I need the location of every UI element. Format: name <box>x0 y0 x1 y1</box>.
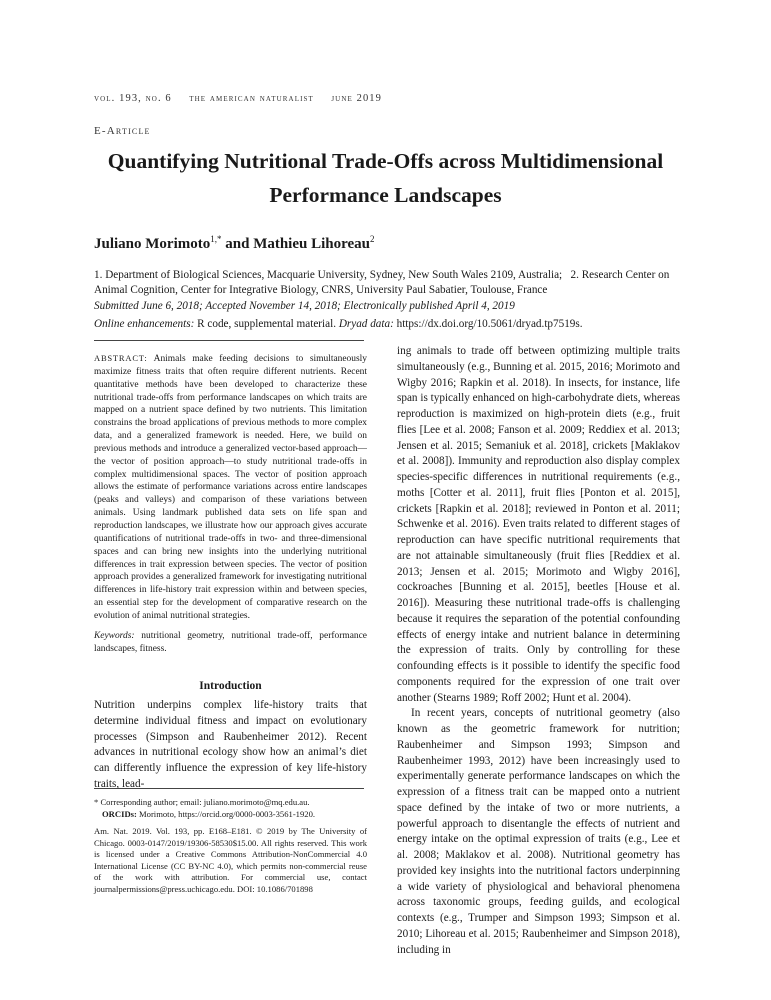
abstract-text: Animals make feeding decisions to simultaneously maximize fitness traits that often require different nutrients. Recent quantitative methods have been developed to characterize these nutritional trade-offs from performance landscapes on which traits are mapped on a nutrient space defined by two nutrients. This limitation constrains the broad applications of previous methods to more complex data, and a generalized framework is needed. Here, we build on previous methods and introduce a generalized vector-based approach—the vector of position approach—to study nutritional trade-offs in complex multidimensional spaces. The vector of position approach allows the estimate of performance variations across entire landscapes (peaks and valleys) and comparison of these variations between animals. Using landmark published data sets on life span and reproduction landscapes, we illustrate how our approach gives accurate quantifications of nutritional trade-offs in two- and three-dimensional spaces and can bring new insights into the underlying nutritional differences in trait expression between species. The vector of position approach provides a generalized framework for investigating nutritional differences in life-history trait expression within and between species, an essential step for the development of comparative research on the evolution of animal nutritional strategies. <box>94 354 367 621</box>
orcids <box>94 809 367 821</box>
publication-dates: Submitted June 6, 2018; Accepted November 14, 2018; Electronically published April 4, 2019 <box>94 300 515 312</box>
running-head-journal: the american naturalist <box>189 93 314 104</box>
dryad-link[interactable]: https://dx.doi.org/10.5061/dryad.tp7519s. <box>393 318 583 330</box>
body-paragraph: ing animals to trade off between optimizing multiple traits simultaneously (e.g., Bunning et al. 2015, 2016; Morimoto and Wigby 2016; Rapkin et al. 2018). In insects, for instance, life span is typically enhanced on high-carbohydrate diets, whereas reproduction is maximized on high-protein diets (e.g., fruit flies [Lee et al. 2008; Fanson et al. 2009; Reddiex et al. 2013; Jensen et al. 2015; Semaniuk et al. 2018], crickets [Maklakov et al. 2008]). Immunity and reproduction also display complex species-specific differences in nutritional requirements (e.g., moths [Cotter et al. 2011], fruit flies [Ponton et al. 2015], crickets [Rapkin et al. 2018]; reviewed in Ponton et al. 2011; Schwenke et al. 2016). Even traits related to different stages of reproduction can have specific nutritional requirements that are not attainable simultaneously (fruit flies [Reddiex et al. 2013; Jensen et al. 2015; Morimoto and Wigby 2016], cockroaches [Bunning et al. 2015], beetles [House et al. 2016]). Measuring these nutritional trade-offs is challenging because it requires the separation of the potential confounding effects of energy intake and nutrient balance in determining the expression of traits. Only by controlling for these confounding effects is it possible to identify the specific food components required for the expression of one trait over another (Stearns 1989; Roff 2002; Hunt et al. 2004). <box>397 345 680 704</box>
affiliations: 1. Department of Biological Sciences, Macquarie University, Sydney, New South Wales 2109, Australia; 2. Research Center on Animal Cognition, Center for Integrative Biology, CNRS, University Paul Sabatier, Toulouse, France <box>94 269 672 296</box>
footnote-divider <box>94 788 364 789</box>
author-name: Juliano Morimoto <box>94 236 211 252</box>
author-superscript: 1,* <box>210 234 222 244</box>
keywords <box>94 630 367 656</box>
author-name: Mathieu Lihoreau <box>253 236 371 252</box>
divider <box>94 340 364 341</box>
body-column-right <box>397 344 680 958</box>
running-head-volume: vol. 193, no. 6 <box>94 93 172 104</box>
footnote <box>94 797 367 820</box>
author-list <box>94 234 375 253</box>
abstract-label: ABSTRACT: <box>94 353 148 363</box>
copyright-notice: Am. Nat. 2019. Vol. 193, pp. E168–E181. © 2019 by The University of Chicago. 0003-0147/2019/19306-58530$15.00. All rights reserved. This work is licensed under a Creative Commons Attribution-NonCommercial 4.0 International License (CC BY-NC 4.0), which permits non-commercial reuse of the work with attribution. For commercial use, contact journalpermissions@press.uchicago.edu. DOI: 10.1086/701898 <box>94 826 367 894</box>
article-title: Quantifying Nutritional Trade-Offs across Multidimensional Performance Landscapes <box>107 149 664 207</box>
running-head-date: june 2019 <box>331 93 382 104</box>
keywords-text: nutritional geometry, nutritional trade-off, performance landscapes, fitness. <box>94 631 367 654</box>
orcids-text: Morimoto, https://orcid.org/0000-0003-3561-1920. <box>136 808 316 819</box>
keywords-label: Keywords: <box>94 631 135 641</box>
running-head <box>94 93 382 104</box>
author-connector: and <box>221 236 254 252</box>
corresponding-author: * Corresponding author; email: juliano.morimoto@mq.edu.au. <box>94 797 310 807</box>
abstract <box>94 352 367 623</box>
online-enhancements <box>94 318 583 330</box>
enhancements-text: R code, supplemental material. <box>194 318 339 330</box>
intro-paragraph: Nutrition underpins complex life-history traits that determine individual fitness and impact on evolutionary processes (Simpson and Raubenheimer 2012). Recent advances in nutritional ecology show how an animal’s diet can differently influence the expression of key life-history traits, lead- <box>94 699 367 790</box>
enhancements-label: Online enhancements: <box>94 318 195 330</box>
author-superscript: 2 <box>370 234 375 244</box>
section-heading: Introduction <box>199 680 262 692</box>
dryad-label: Dryad data: <box>338 318 394 330</box>
body-paragraph: In recent years, concepts of nutritional geometry (also known as the geometric framework for nutrition; Raubenheimer and Simpson 1993; Simpson and Raubenheimer 1993, 2012) have been increasingly used to experimentally generate performance landscapes on which the expression of a fitness trait can be mapped onto a nutrient space defined by the intake of two or more nutrients, a powerful approach to disentangle the effects of nutrient and energy intake on the optimal expression of traits (e.g., Lee et al. 2008; Maklakov et al. 2008). Nutritional geometry has provided key insights into the nutritional factors underpinning a wide variety of physiological and behavioral phenomena across taxonomic groups, feeding guilds, and ecological contexts (e.g., Trumper and Simpson 1993; Simpson et al. 2010; Lihoreau et al. 2015; Raubenheimer and Simpson 2018), including in <box>397 707 680 956</box>
orcids-label: ORCIDs: <box>102 808 137 819</box>
article-type: E-Article <box>94 125 151 137</box>
